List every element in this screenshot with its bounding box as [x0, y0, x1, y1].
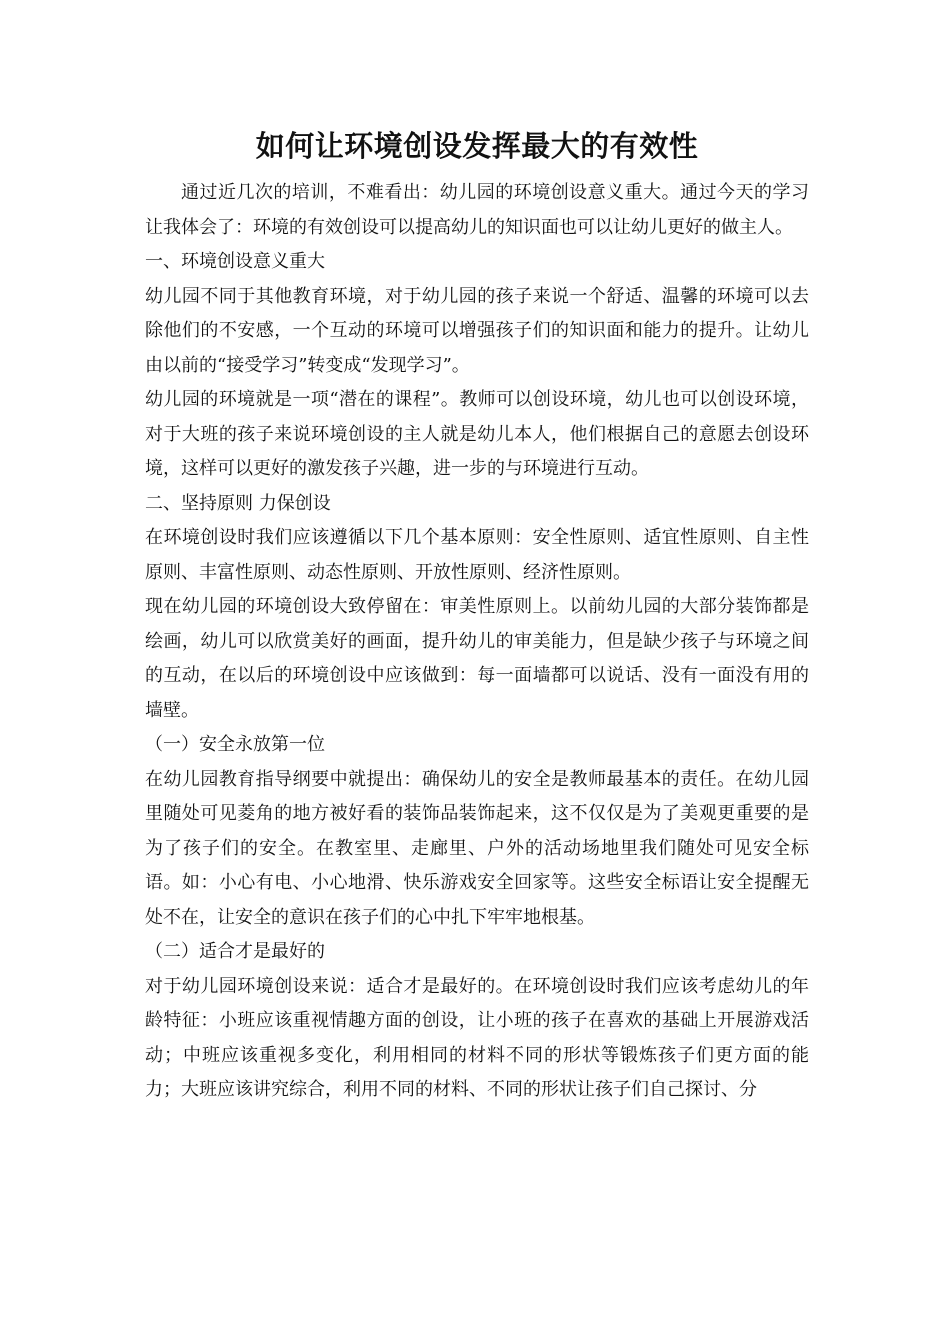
- paragraph: 在环境创设时我们应该遵循以下几个基本原则：安全性原则、适宜性原则、自主性原则、丰富性原则、动态性原则、开放性原则、经济性原则。: [145, 527, 809, 583]
- subsection-heading-1: （一）安全永放第一位: [145, 734, 325, 755]
- paragraph: 幼儿园不同于其他教育环境，对于幼儿园的孩子来说一个舒适、温馨的环境可以去除他们的不安感，一个互动的环境可以增强孩子们的知识面和能力的提升。让幼儿由以前的“接受学习”转变成“发现学习”。: [145, 285, 809, 376]
- paragraph: 现在幼儿园的环境创设大致停留在：审美性原则上。以前幼儿园的大部分装饰都是绘画，幼儿可以欣赏美好的画面，提升幼儿的审美能力，但是缺少孩子与环境之间的互动，在以后的环境创设中应该做到：每一面墙都可以说话、没有一面没有用的墙壁。: [145, 596, 809, 721]
- paragraph: 幼儿园的环境就是一项“潜在的课程”。教师可以创设环境，幼儿也可以创设环境，对于大班的孩子来说环境创设的主人就是幼儿本人，他们根据自己的意愿去创设环境，这样可以更好的激发孩子兴趣，进一步的与环境进行互动。: [145, 389, 809, 479]
- paragraph: 对于幼儿园环境创设来说：适合才是最好的。在环境创设时我们应该考虑幼儿的年龄特征：小班应该重视情趣方面的创设，让小班的孩子在喜欢的基础上开展游戏活动；中班应该重视多变化，利用相同的材料不同的形状等锻炼孩子们更方面的能力；大班应该讲究综合，利用不同的材料、不同的形状让孩子们自己探讨、分: [145, 975, 809, 1100]
- intro-paragraph: 通过近几次的培训，不难看出：幼儿园的环境创设意义重大。通过今天的学习让我体会了：环境的有效创设可以提高幼儿的知识面也可以让幼儿更好的做主人。: [145, 182, 809, 238]
- section-heading-2: 二、坚持原则 力保创设: [145, 492, 331, 514]
- section-heading-1: 一、环境创设意义重大: [145, 251, 325, 272]
- document-title: 如何让环境创设发挥最大的有效性: [255, 129, 699, 163]
- subsection-heading-2: （二）适合才是最好的: [145, 941, 325, 962]
- document-page: [145, 126, 809, 1108]
- paragraph: 在幼儿园教育指导纲要中就提出：确保幼儿的安全是教师最基本的责任。在幼儿园里随处可见菱角的地方被好看的装饰品装饰起来，这不仅仅是为了美观更重要的是为了孩子们的安全。在教室里、走廊里、户外的活动场地里我们随处可见安全标语。如：小心有电、小心地滑、快乐游戏安全回家等。这些安全标语让安全提醒无处不在，让安全的意识在孩子们的心中扎下牢牢地根基。: [145, 768, 809, 928]
